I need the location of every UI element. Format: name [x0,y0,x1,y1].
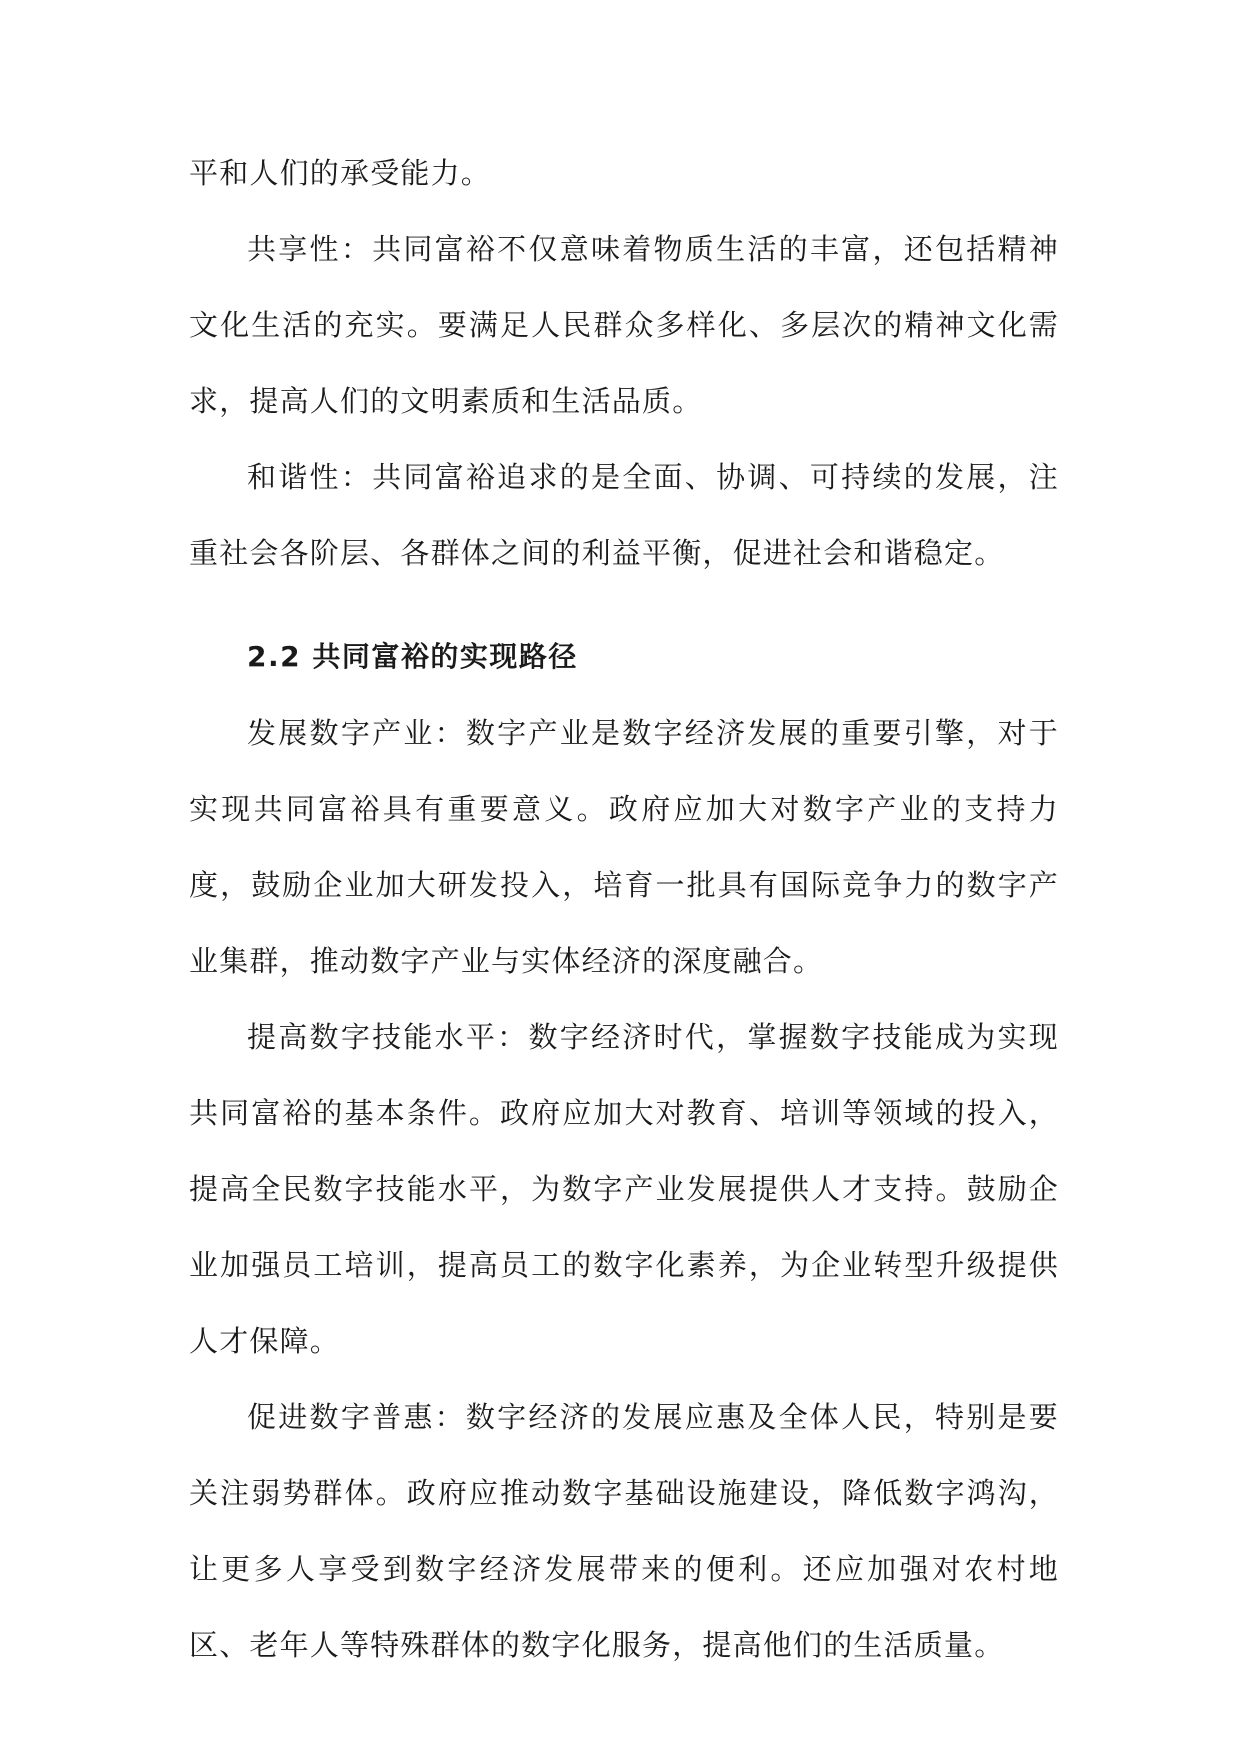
paragraph-digital-industry: 发展数字产业：数字产业是数字经济发展的重要引擎，对于实现共同富裕具有重要意义。政府应加大对数字产业的支持力度，鼓励企业加大研发投入，培育一批具有国际竞争力的数字产业集群，推动数字产业与实体经济的深度融合。 [189,716,1059,978]
section-heading: 2.2 共同富裕的实现路径 [247,640,578,673]
paragraph-harmony: 和谐性：共同富裕追求的是全面、协调、可持续的发展，注重社会各阶层、各群体之间的利益平衡，促进社会和谐稳定。 [189,460,1059,570]
document-body [189,135,1059,1683]
paragraph-sharing: 共享性：共同富裕不仅意味着物质生活的丰富，还包括精神文化生活的充实。要满足人民群众多样化、多层次的精神文化需求，提高人们的文明素质和生活品质。 [189,232,1059,418]
continuation-paragraph: 平和人们的承受能力。 [189,156,492,190]
paragraph-digital-skills: 提高数字技能水平：数字经济时代，掌握数字技能成为实现共同富裕的基本条件。政府应加大对教育、培训等领域的投入，提高全民数字技能水平，为数字产业发展提供人才支持。鼓励企业加强员工培训，提高员工的数字化素养，为企业转型升级提供人才保障。 [189,1020,1059,1358]
paragraph-digital-inclusion: 促进数字普惠：数字经济的发展应惠及全体人民，特别是要关注弱势群体。政府应推动数字基础设施建设，降低数字鸿沟，让更多人享受到数字经济发展带来的便利。还应加强对农村地区、老年人等特殊群体的数字化服务，提高他们的生活质量。 [189,1400,1059,1662]
